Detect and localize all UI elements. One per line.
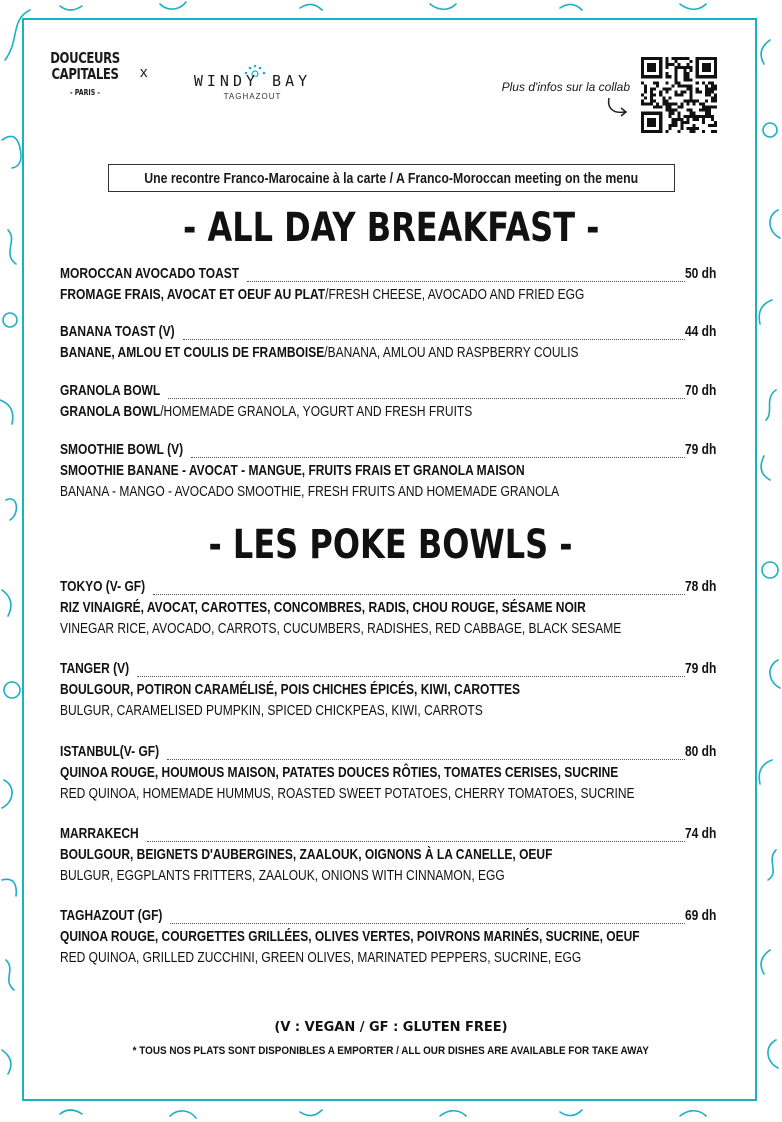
menu-item	[60, 825, 724, 888]
item-description-fr: RIZ VINAIGRÉ, AVOCAT, CAROTTES, CONCOMBRES, RADIS, CHOU ROUGE, SÉSAME NOIR	[60, 599, 586, 616]
dot-leader	[191, 457, 685, 458]
item-description-fr: QUINOA ROUGE, HOUMOUS MAISON, PATATES DOUCES RÔTIES, TOMATES CERISES, SUCRINE	[60, 764, 619, 781]
item-description-fr: BOULGOUR, POTIRON CARAMÉLISÉ, POIS CHICHES ÉPICÉS, KIWI, CAROTTES	[60, 681, 521, 698]
item-description-fr: BOULGOUR, BEIGNETS D'AUBERGINES, ZAALOUK, OIGNONS À LA CANELLE, OEUF	[60, 846, 553, 863]
item-name: TOKYO (V- GF)	[60, 578, 146, 595]
menu-item	[60, 660, 724, 723]
item-name: TANGER (V)	[60, 660, 130, 677]
item-price: 74 dh	[684, 825, 717, 842]
item-description-en: HOMEMADE GRANOLA, YOGURT AND FRESH FRUITS	[163, 403, 473, 420]
dot-leader	[147, 841, 685, 842]
menu-item	[60, 743, 724, 806]
item-description-en: RED QUINOA, GRILLED ZUCCHINI, GREEN OLIVES, MARINATED PEPPERS, SUCRINE, EGG	[60, 949, 582, 966]
item-description-en: FRESH CHEESE, AVOCADO AND FRIED EGG	[328, 286, 585, 303]
item-description-fr: FROMAGE FRAIS, AVOCAT ET OEUF AU PLAT	[60, 286, 326, 303]
collab-cross: x	[140, 64, 148, 81]
dot-leader	[137, 676, 685, 677]
tagline-text: Une recontre Franco-Marocaine à la carte / A Franco-Moroccan meeting on the menu	[144, 169, 639, 187]
item-description-en: BULGUR, EGGPLANTS FRITTERS, ZAALOUK, ONIONS WITH CINNAMON, EGG	[60, 867, 505, 884]
menu-item	[60, 578, 724, 641]
item-price: 78 dh	[684, 578, 717, 595]
dot-leader	[168, 398, 684, 399]
item-description-en: RED QUINOA, HOMEMADE HUMMUS, ROASTED SWEET POTATOES, CHERRY TOMATOES, SUCRINE	[60, 785, 635, 802]
item-description-en: BANANA, AMLOU AND RASPBERRY COULIS	[327, 344, 579, 361]
menu-item	[60, 441, 724, 504]
douceurs-capitales-logo: DOUCEURS CAPITALES - PARIS -	[50, 49, 120, 97]
dot-leader	[170, 923, 684, 924]
item-name: BANANA TOAST (V)	[60, 323, 175, 340]
dot-leader	[167, 759, 685, 760]
curved-arrow-icon	[605, 96, 631, 118]
item-description-fr: QUINOA ROUGE, COURGETTES GRILLÉES, OLIVES VERTES, POIVRONS MARINÉS, SUCRINE, OEUF	[60, 928, 640, 945]
diet-legend: (V : VEGAN / GF : GLUTEN FREE)	[274, 1020, 508, 1035]
menu-item	[60, 907, 724, 970]
item-price: 79 dh	[684, 441, 717, 458]
menu-item: MOROCCAN AVOCADO TOAST 50 dh FROMAGE FRAIS, AVOCAT ET OEUF AU PLAT/FRESH CHEESE, AVOCADO AND FRIED EGG	[60, 265, 717, 303]
item-name: MARRAKECH	[60, 825, 139, 842]
item-name: SMOOTHIE BOWL (V)	[60, 441, 184, 458]
dot-leader	[153, 594, 685, 595]
tagline-box	[108, 164, 675, 192]
item-description-en: BANANA - MANGO - AVOCADO SMOOTHIE, FRESH FRUITS AND HOMEMADE GRANOLA	[60, 483, 560, 500]
dot-leader	[247, 281, 685, 282]
takeaway-note: * TOUS NOS PLATS SONT DISPONIBLES A EMPORTER / ALL OUR DISHES ARE AVAILABLE FOR TAKE AWAY	[132, 1045, 650, 1057]
item-name: TAGHAZOUT (GF)	[60, 907, 163, 924]
item-price: 79 dh	[684, 660, 717, 677]
item-price: 44 dh	[684, 323, 717, 340]
dot-leader	[183, 339, 685, 340]
collab-info-text: Plus d'infos sur la collab	[501, 80, 630, 94]
item-name: ISTANBUL(V- GF)	[60, 743, 160, 760]
menu-item: BANANA TOAST (V) 44 dh BANANE, AMLOU ET COULIS DE FRAMBOISE/BANANA, AMLOU AND RASPBERRY COULIS	[60, 323, 717, 361]
item-price: 50 dh	[684, 265, 717, 282]
item-description-fr: SMOOTHIE BANANE - AVOCAT - MANGUE, FRUITS FRAIS ET GRANOLA MAISON	[60, 462, 525, 479]
section-heading: - LES POKE BOWLS -	[208, 522, 574, 568]
item-description-en: VINEGAR RICE, AVOCADO, CARROTS, CUCUMBERS, RADISHES, RED CABBAGE, BLACK SESAME	[60, 620, 622, 637]
item-price: 70 dh	[684, 382, 717, 399]
item-description-fr: GRANOLA BOWL	[60, 403, 161, 420]
item-price: 80 dh	[684, 743, 717, 760]
item-name: MOROCCAN AVOCADO TOAST	[60, 265, 240, 282]
item-name: GRANOLA BOWL	[60, 382, 161, 399]
item-description-fr: BANANE, AMLOU ET COULIS DE FRAMBOISE	[60, 344, 325, 361]
windy-bay-logo: WINDY BAY TAGHAZOUT	[193, 72, 312, 101]
qr-code-icon[interactable]	[641, 57, 717, 133]
menu-item: GRANOLA BOWL 70 dh GRANOLA BOWL/HOMEMADE GRANOLA, YOGURT AND FRESH FRUITS	[60, 382, 717, 420]
item-description-en: BULGUR, CARAMELISED PUMPKIN, SPICED CHICKPEAS, KIWI, CARROTS	[60, 702, 483, 719]
item-price: 69 dh	[684, 907, 717, 924]
section-heading: - ALL DAY BREAKFAST -	[182, 205, 600, 251]
